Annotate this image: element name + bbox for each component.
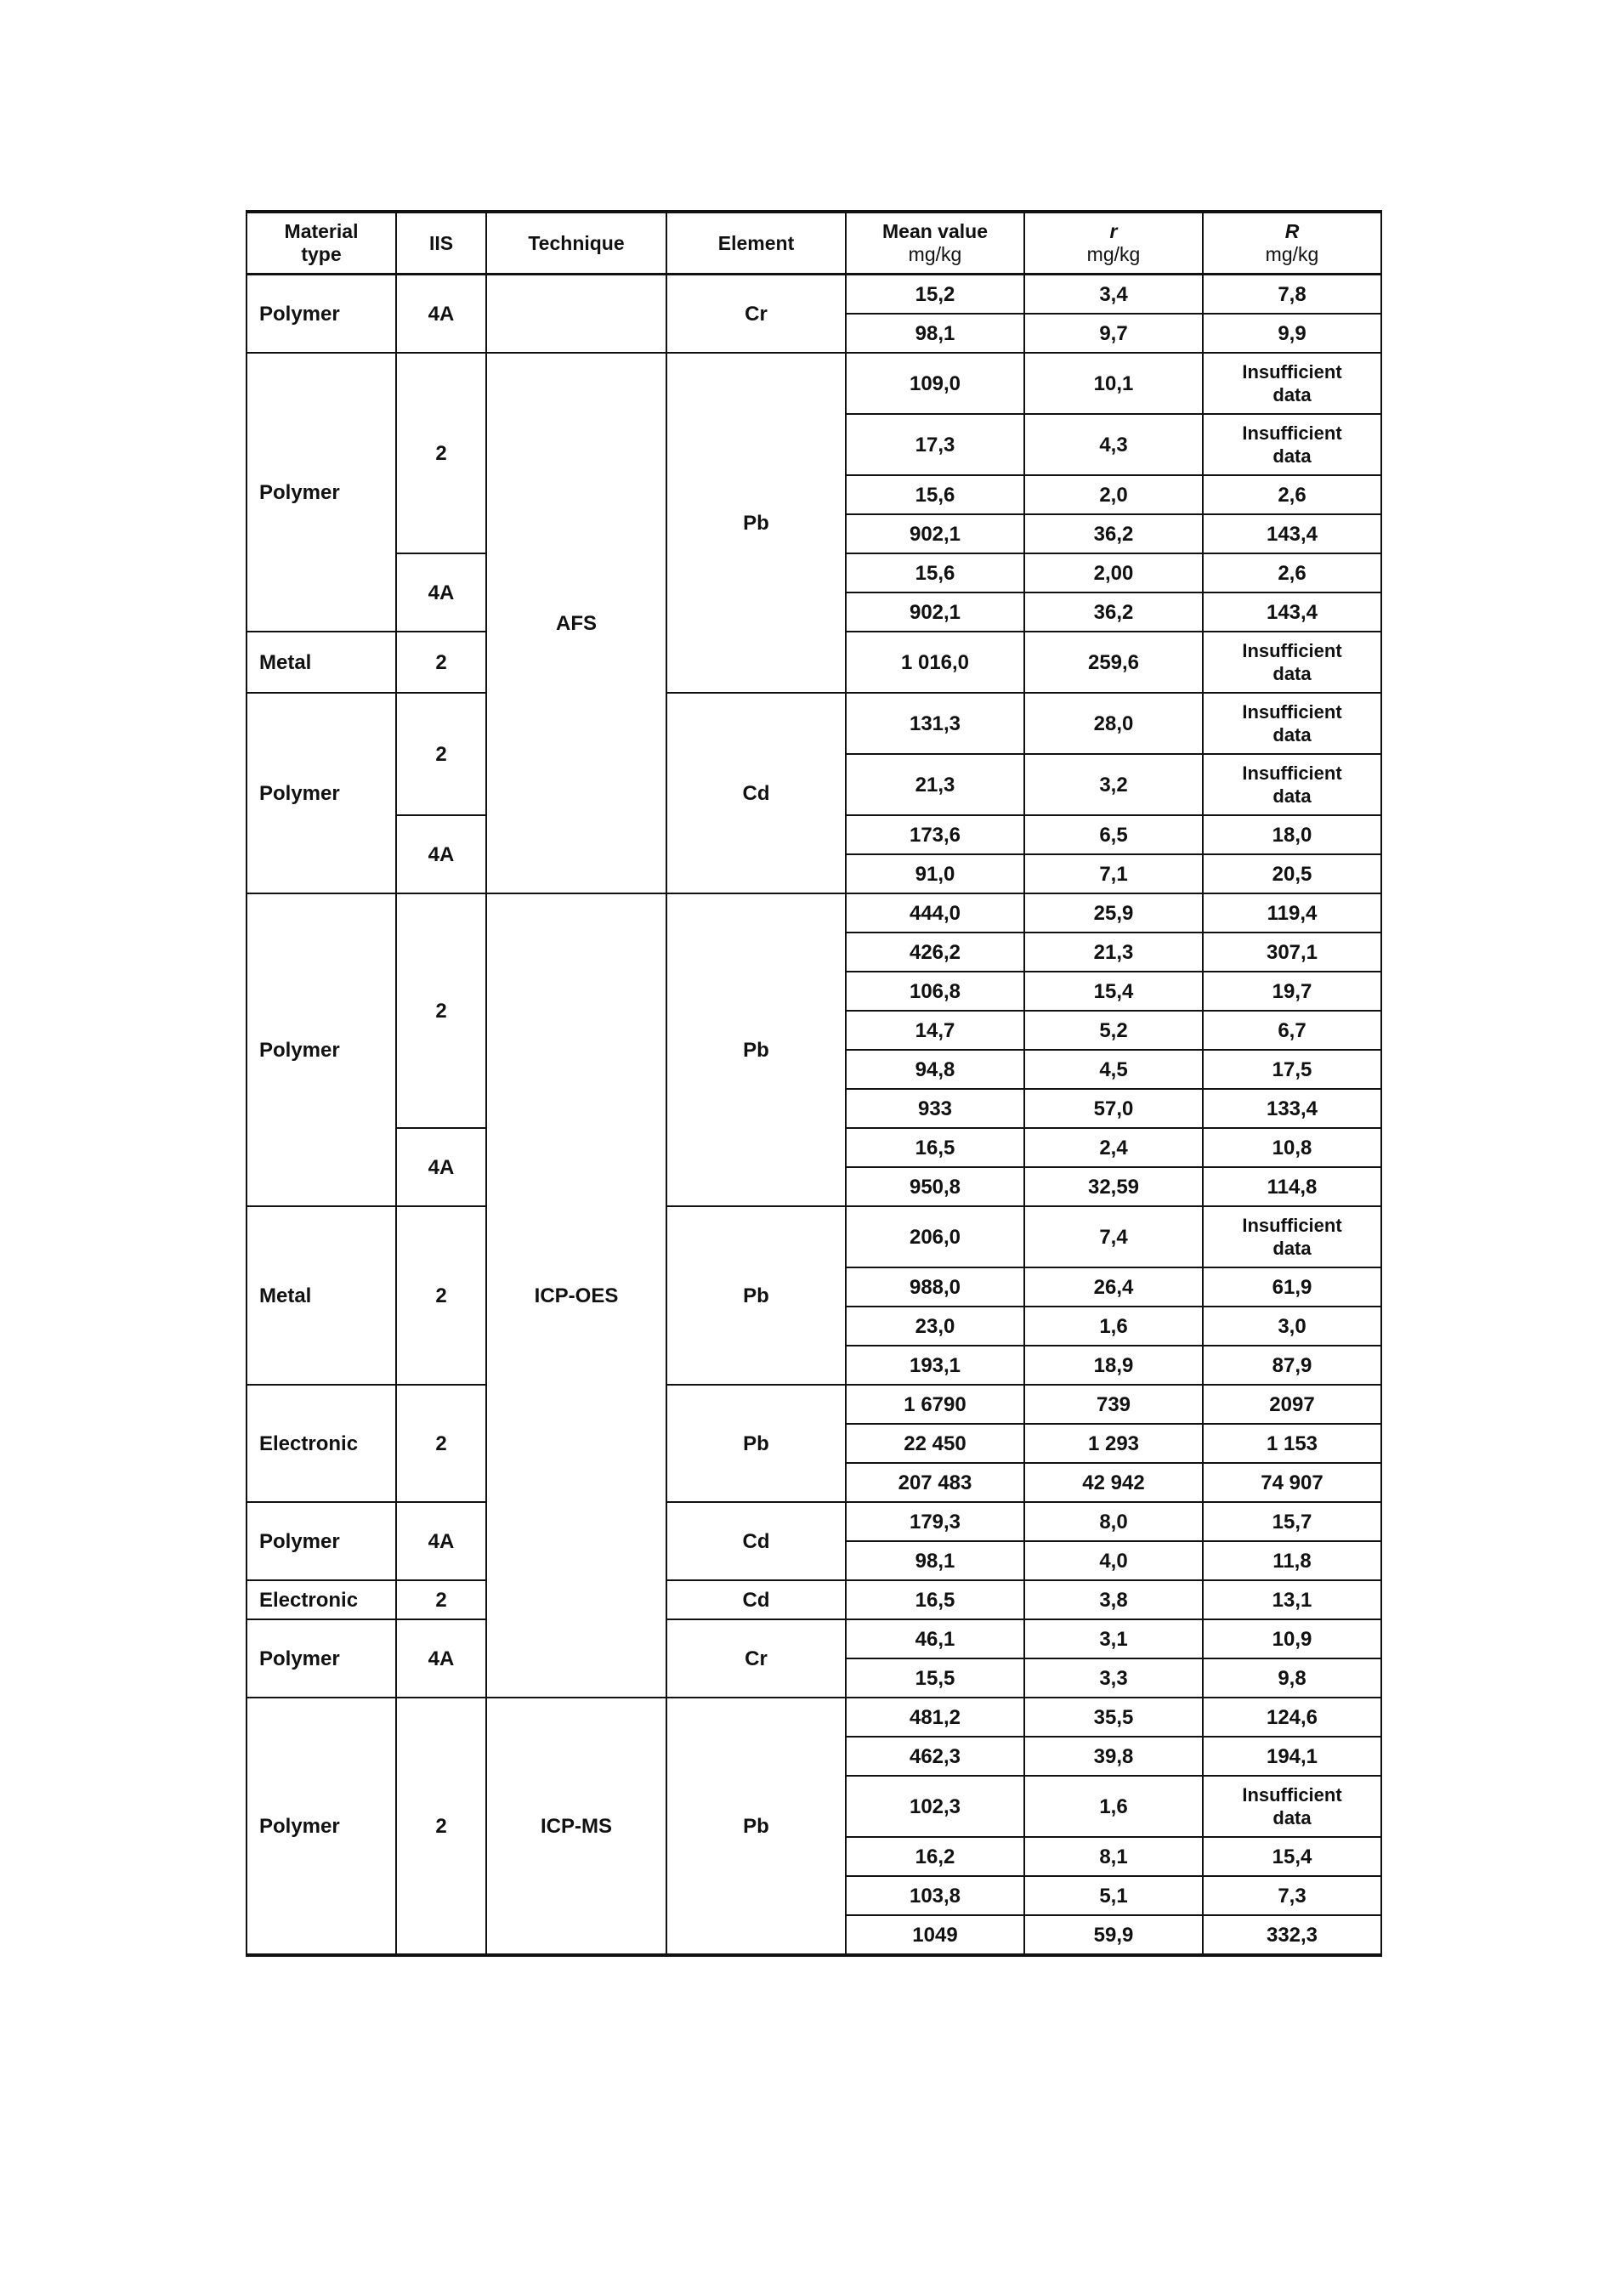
r-value-cell: 5,2	[1024, 1011, 1203, 1050]
r-value-cell: 9,7	[1024, 314, 1203, 353]
material-type-cell: Polymer	[247, 693, 396, 893]
mean-value-cell: 14,7	[846, 1011, 1024, 1050]
r-value-cell: 7,1	[1024, 854, 1203, 893]
R-value-cell	[1203, 414, 1381, 475]
r-value-cell: 2,4	[1024, 1128, 1203, 1167]
r-value-cell: 15,4	[1024, 972, 1203, 1011]
mean-value-cell: 15,2	[846, 275, 1024, 315]
mean-value-cell: 1049	[846, 1915, 1024, 1955]
r-value-cell: 57,0	[1024, 1089, 1203, 1128]
r-value-cell: 10,1	[1024, 353, 1203, 414]
mean-value-cell: 91,0	[846, 854, 1024, 893]
r-value-cell: 7,4	[1024, 1206, 1203, 1267]
R-value-cell: 15,4	[1203, 1837, 1381, 1876]
R-value-cell: 2,6	[1203, 553, 1381, 592]
technique-cell: ICP-MS	[486, 1698, 666, 1955]
iis-cell: 4A	[396, 1619, 486, 1698]
insufficient-line2: data	[1272, 663, 1312, 684]
R-value-cell: 6,7	[1203, 1011, 1381, 1050]
r-value-cell: 35,5	[1024, 1698, 1203, 1737]
iis-cell: 2	[396, 1206, 486, 1385]
header-material-type	[247, 212, 396, 275]
header-element: Element	[666, 212, 846, 275]
R-value-cell	[1203, 754, 1381, 815]
iis-cell: 2	[396, 1580, 486, 1619]
mean-value-cell: 902,1	[846, 514, 1024, 553]
insufficient-line1: Insufficient	[1242, 422, 1342, 444]
R-value-cell: 143,4	[1203, 592, 1381, 632]
table-row	[247, 275, 1381, 315]
R-value-cell: 13,1	[1203, 1580, 1381, 1619]
insufficient-line1: Insufficient	[1242, 1215, 1342, 1236]
r-value-cell: 4,0	[1024, 1541, 1203, 1580]
header-material-type-line1: Material	[284, 220, 359, 242]
table-row	[247, 1206, 1381, 1267]
R-value-cell: 17,5	[1203, 1050, 1381, 1089]
insufficient-line1: Insufficient	[1242, 640, 1342, 661]
mean-value-cell: 173,6	[846, 815, 1024, 854]
material-type-cell: Metal	[247, 632, 396, 693]
iis-cell: 2	[396, 1385, 486, 1502]
mean-value-cell: 103,8	[846, 1876, 1024, 1915]
table-body	[247, 275, 1381, 1956]
r-value-cell: 21,3	[1024, 933, 1203, 972]
material-type-cell: Electronic	[247, 1385, 396, 1502]
r-value-cell: 8,1	[1024, 1837, 1203, 1876]
mean-value-cell: 98,1	[846, 1541, 1024, 1580]
table-row	[247, 693, 1381, 754]
R-value-cell: 9,9	[1203, 314, 1381, 353]
mean-value-cell: 109,0	[846, 353, 1024, 414]
r-value-cell: 2,00	[1024, 553, 1203, 592]
table-row	[247, 353, 1381, 414]
mean-value-cell: 988,0	[846, 1267, 1024, 1307]
r-value-cell: 3,4	[1024, 275, 1203, 315]
element-cell: Pb	[666, 1385, 846, 1502]
insufficient-line1: Insufficient	[1242, 361, 1342, 383]
material-type-cell: Polymer	[247, 1502, 396, 1580]
r-value-cell: 4,5	[1024, 1050, 1203, 1089]
iis-cell: 4A	[396, 1502, 486, 1580]
R-value-cell: 119,4	[1203, 893, 1381, 933]
element-cell: Cr	[666, 275, 846, 354]
header-mean-value-unit: mg/kg	[908, 243, 962, 265]
R-value-cell: 7,3	[1203, 1876, 1381, 1915]
header-mean-value	[846, 212, 1024, 275]
R-value-cell: 20,5	[1203, 854, 1381, 893]
mean-value-cell: 102,3	[846, 1776, 1024, 1837]
R-value-cell: 9,8	[1203, 1658, 1381, 1698]
mean-value-cell: 15,5	[846, 1658, 1024, 1698]
technique-cell: ICP-OES	[486, 893, 666, 1698]
R-value-cell: 11,8	[1203, 1541, 1381, 1580]
precision-data-table	[246, 210, 1382, 1957]
r-value-cell: 8,0	[1024, 1502, 1203, 1541]
mean-value-cell: 17,3	[846, 414, 1024, 475]
r-value-cell: 39,8	[1024, 1737, 1203, 1776]
element-cell: Pb	[666, 1206, 846, 1385]
R-value-cell	[1203, 693, 1381, 754]
material-type-cell: Metal	[247, 1206, 396, 1385]
mean-value-cell: 98,1	[846, 314, 1024, 353]
header-mean-value-line1: Mean value	[882, 220, 988, 242]
mean-value-cell: 131,3	[846, 693, 1024, 754]
r-value-cell: 3,1	[1024, 1619, 1203, 1658]
material-type-cell: Polymer	[247, 893, 396, 1206]
R-value-cell: 87,9	[1203, 1346, 1381, 1385]
header-material-type-line2: type	[301, 243, 342, 265]
mean-value-cell: 23,0	[846, 1307, 1024, 1346]
mean-value-cell: 106,8	[846, 972, 1024, 1011]
header-R-unit: mg/kg	[1265, 243, 1319, 265]
r-value-cell: 1,6	[1024, 1307, 1203, 1346]
mean-value-cell: 1 6790	[846, 1385, 1024, 1424]
R-value-cell: 15,7	[1203, 1502, 1381, 1541]
mean-value-cell: 444,0	[846, 893, 1024, 933]
iis-cell: 2	[396, 353, 486, 553]
mean-value-cell: 206,0	[846, 1206, 1024, 1267]
insufficient-line2: data	[1272, 724, 1312, 745]
element-cell: Pb	[666, 1698, 846, 1955]
mean-value-cell: 16,5	[846, 1128, 1024, 1167]
mean-value-cell: 950,8	[846, 1167, 1024, 1206]
insufficient-line2: data	[1272, 1807, 1312, 1828]
iis-cell: 4A	[396, 553, 486, 632]
r-value-cell: 42 942	[1024, 1463, 1203, 1502]
header-technique: Technique	[486, 212, 666, 275]
mean-value-cell: 16,5	[846, 1580, 1024, 1619]
r-value-cell: 259,6	[1024, 632, 1203, 693]
mean-value-cell: 933	[846, 1089, 1024, 1128]
insufficient-line2: data	[1272, 445, 1312, 467]
r-value-cell: 739	[1024, 1385, 1203, 1424]
table-row	[247, 1619, 1381, 1658]
R-value-cell: 1 153	[1203, 1424, 1381, 1463]
r-value-cell: 2,0	[1024, 475, 1203, 514]
R-value-cell: 194,1	[1203, 1737, 1381, 1776]
R-value-cell	[1203, 1776, 1381, 1837]
element-cell: Pb	[666, 353, 846, 693]
header-r-repeatability	[1024, 212, 1203, 275]
insufficient-line2: data	[1272, 1238, 1312, 1259]
iis-cell: 2	[396, 693, 486, 815]
table-row	[247, 1580, 1381, 1619]
iis-cell: 4A	[396, 1128, 486, 1206]
mean-value-cell: 22 450	[846, 1424, 1024, 1463]
r-value-cell: 36,2	[1024, 592, 1203, 632]
mean-value-cell: 15,6	[846, 475, 1024, 514]
insufficient-line1: Insufficient	[1242, 762, 1342, 784]
R-value-cell: 18,0	[1203, 815, 1381, 854]
mean-value-cell: 902,1	[846, 592, 1024, 632]
R-value-cell: 332,3	[1203, 1915, 1381, 1955]
r-value-cell: 59,9	[1024, 1915, 1203, 1955]
insufficient-line1: Insufficient	[1242, 1784, 1342, 1806]
mean-value-cell: 481,2	[846, 1698, 1024, 1737]
r-value-cell: 3,3	[1024, 1658, 1203, 1698]
material-type-cell: Polymer	[247, 1619, 396, 1698]
table-row	[247, 1385, 1381, 1424]
R-value-cell: 143,4	[1203, 514, 1381, 553]
header-R-reproducibility	[1203, 212, 1381, 275]
insufficient-line2: data	[1272, 384, 1312, 405]
iis-cell: 2	[396, 1698, 486, 1955]
element-cell: Cr	[666, 1619, 846, 1698]
r-value-cell: 36,2	[1024, 514, 1203, 553]
R-value-cell: 114,8	[1203, 1167, 1381, 1206]
r-value-cell: 28,0	[1024, 693, 1203, 754]
mean-value-cell: 21,3	[846, 754, 1024, 815]
r-value-cell: 26,4	[1024, 1267, 1203, 1307]
r-value-cell: 32,59	[1024, 1167, 1203, 1206]
R-value-cell: 2097	[1203, 1385, 1381, 1424]
element-cell: Cd	[666, 1580, 846, 1619]
mean-value-cell: 94,8	[846, 1050, 1024, 1089]
R-value-cell: 133,4	[1203, 1089, 1381, 1128]
iis-cell: 4A	[396, 815, 486, 893]
iis-cell: 4A	[396, 275, 486, 354]
r-value-cell: 3,8	[1024, 1580, 1203, 1619]
technique-cell: AFS	[486, 353, 666, 893]
iis-cell: 2	[396, 632, 486, 693]
element-cell: Cd	[666, 693, 846, 893]
R-value-cell: 74 907	[1203, 1463, 1381, 1502]
table-row	[247, 1502, 1381, 1541]
R-value-cell: 124,6	[1203, 1698, 1381, 1737]
material-type-cell: Polymer	[247, 275, 396, 354]
element-cell: Cd	[666, 1502, 846, 1580]
R-value-cell: 3,0	[1203, 1307, 1381, 1346]
mean-value-cell: 1 016,0	[846, 632, 1024, 693]
r-value-cell: 6,5	[1024, 815, 1203, 854]
technique-cell	[486, 275, 666, 354]
R-value-cell: 2,6	[1203, 475, 1381, 514]
mean-value-cell: 15,6	[846, 553, 1024, 592]
r-value-cell: 25,9	[1024, 893, 1203, 933]
element-cell: Pb	[666, 893, 846, 1206]
header-r-unit: mg/kg	[1086, 243, 1141, 265]
mean-value-cell: 207 483	[846, 1463, 1024, 1502]
iis-cell: 2	[396, 893, 486, 1128]
mean-value-cell: 179,3	[846, 1502, 1024, 1541]
R-value-cell	[1203, 353, 1381, 414]
r-value-cell: 1,6	[1024, 1776, 1203, 1837]
r-value-cell: 4,3	[1024, 414, 1203, 475]
material-type-cell: Polymer	[247, 1698, 396, 1955]
R-value-cell: 61,9	[1203, 1267, 1381, 1307]
mean-value-cell: 16,2	[846, 1837, 1024, 1876]
mean-value-cell: 46,1	[846, 1619, 1024, 1658]
mean-value-cell: 462,3	[846, 1737, 1024, 1776]
r-value-cell: 5,1	[1024, 1876, 1203, 1915]
header-iis: IIS	[396, 212, 486, 275]
r-value-cell: 1 293	[1024, 1424, 1203, 1463]
R-value-cell: 10,8	[1203, 1128, 1381, 1167]
insufficient-line2: data	[1272, 785, 1312, 807]
R-value-cell: 7,8	[1203, 275, 1381, 315]
R-value-cell: 19,7	[1203, 972, 1381, 1011]
R-value-cell	[1203, 1206, 1381, 1267]
insufficient-line1: Insufficient	[1242, 701, 1342, 723]
mean-value-cell: 426,2	[846, 933, 1024, 972]
mean-value-cell: 193,1	[846, 1346, 1024, 1385]
material-type-cell: Electronic	[247, 1580, 396, 1619]
header-r-symbol: r	[1109, 220, 1118, 242]
material-type-cell: Polymer	[247, 353, 396, 632]
R-value-cell	[1203, 632, 1381, 693]
table-row	[247, 1698, 1381, 1737]
table-row	[247, 893, 1381, 933]
r-value-cell: 3,2	[1024, 754, 1203, 815]
R-value-cell: 10,9	[1203, 1619, 1381, 1658]
r-value-cell: 18,9	[1024, 1346, 1203, 1385]
header-R-symbol: R	[1284, 220, 1300, 242]
header-row	[247, 212, 1381, 275]
R-value-cell: 307,1	[1203, 933, 1381, 972]
